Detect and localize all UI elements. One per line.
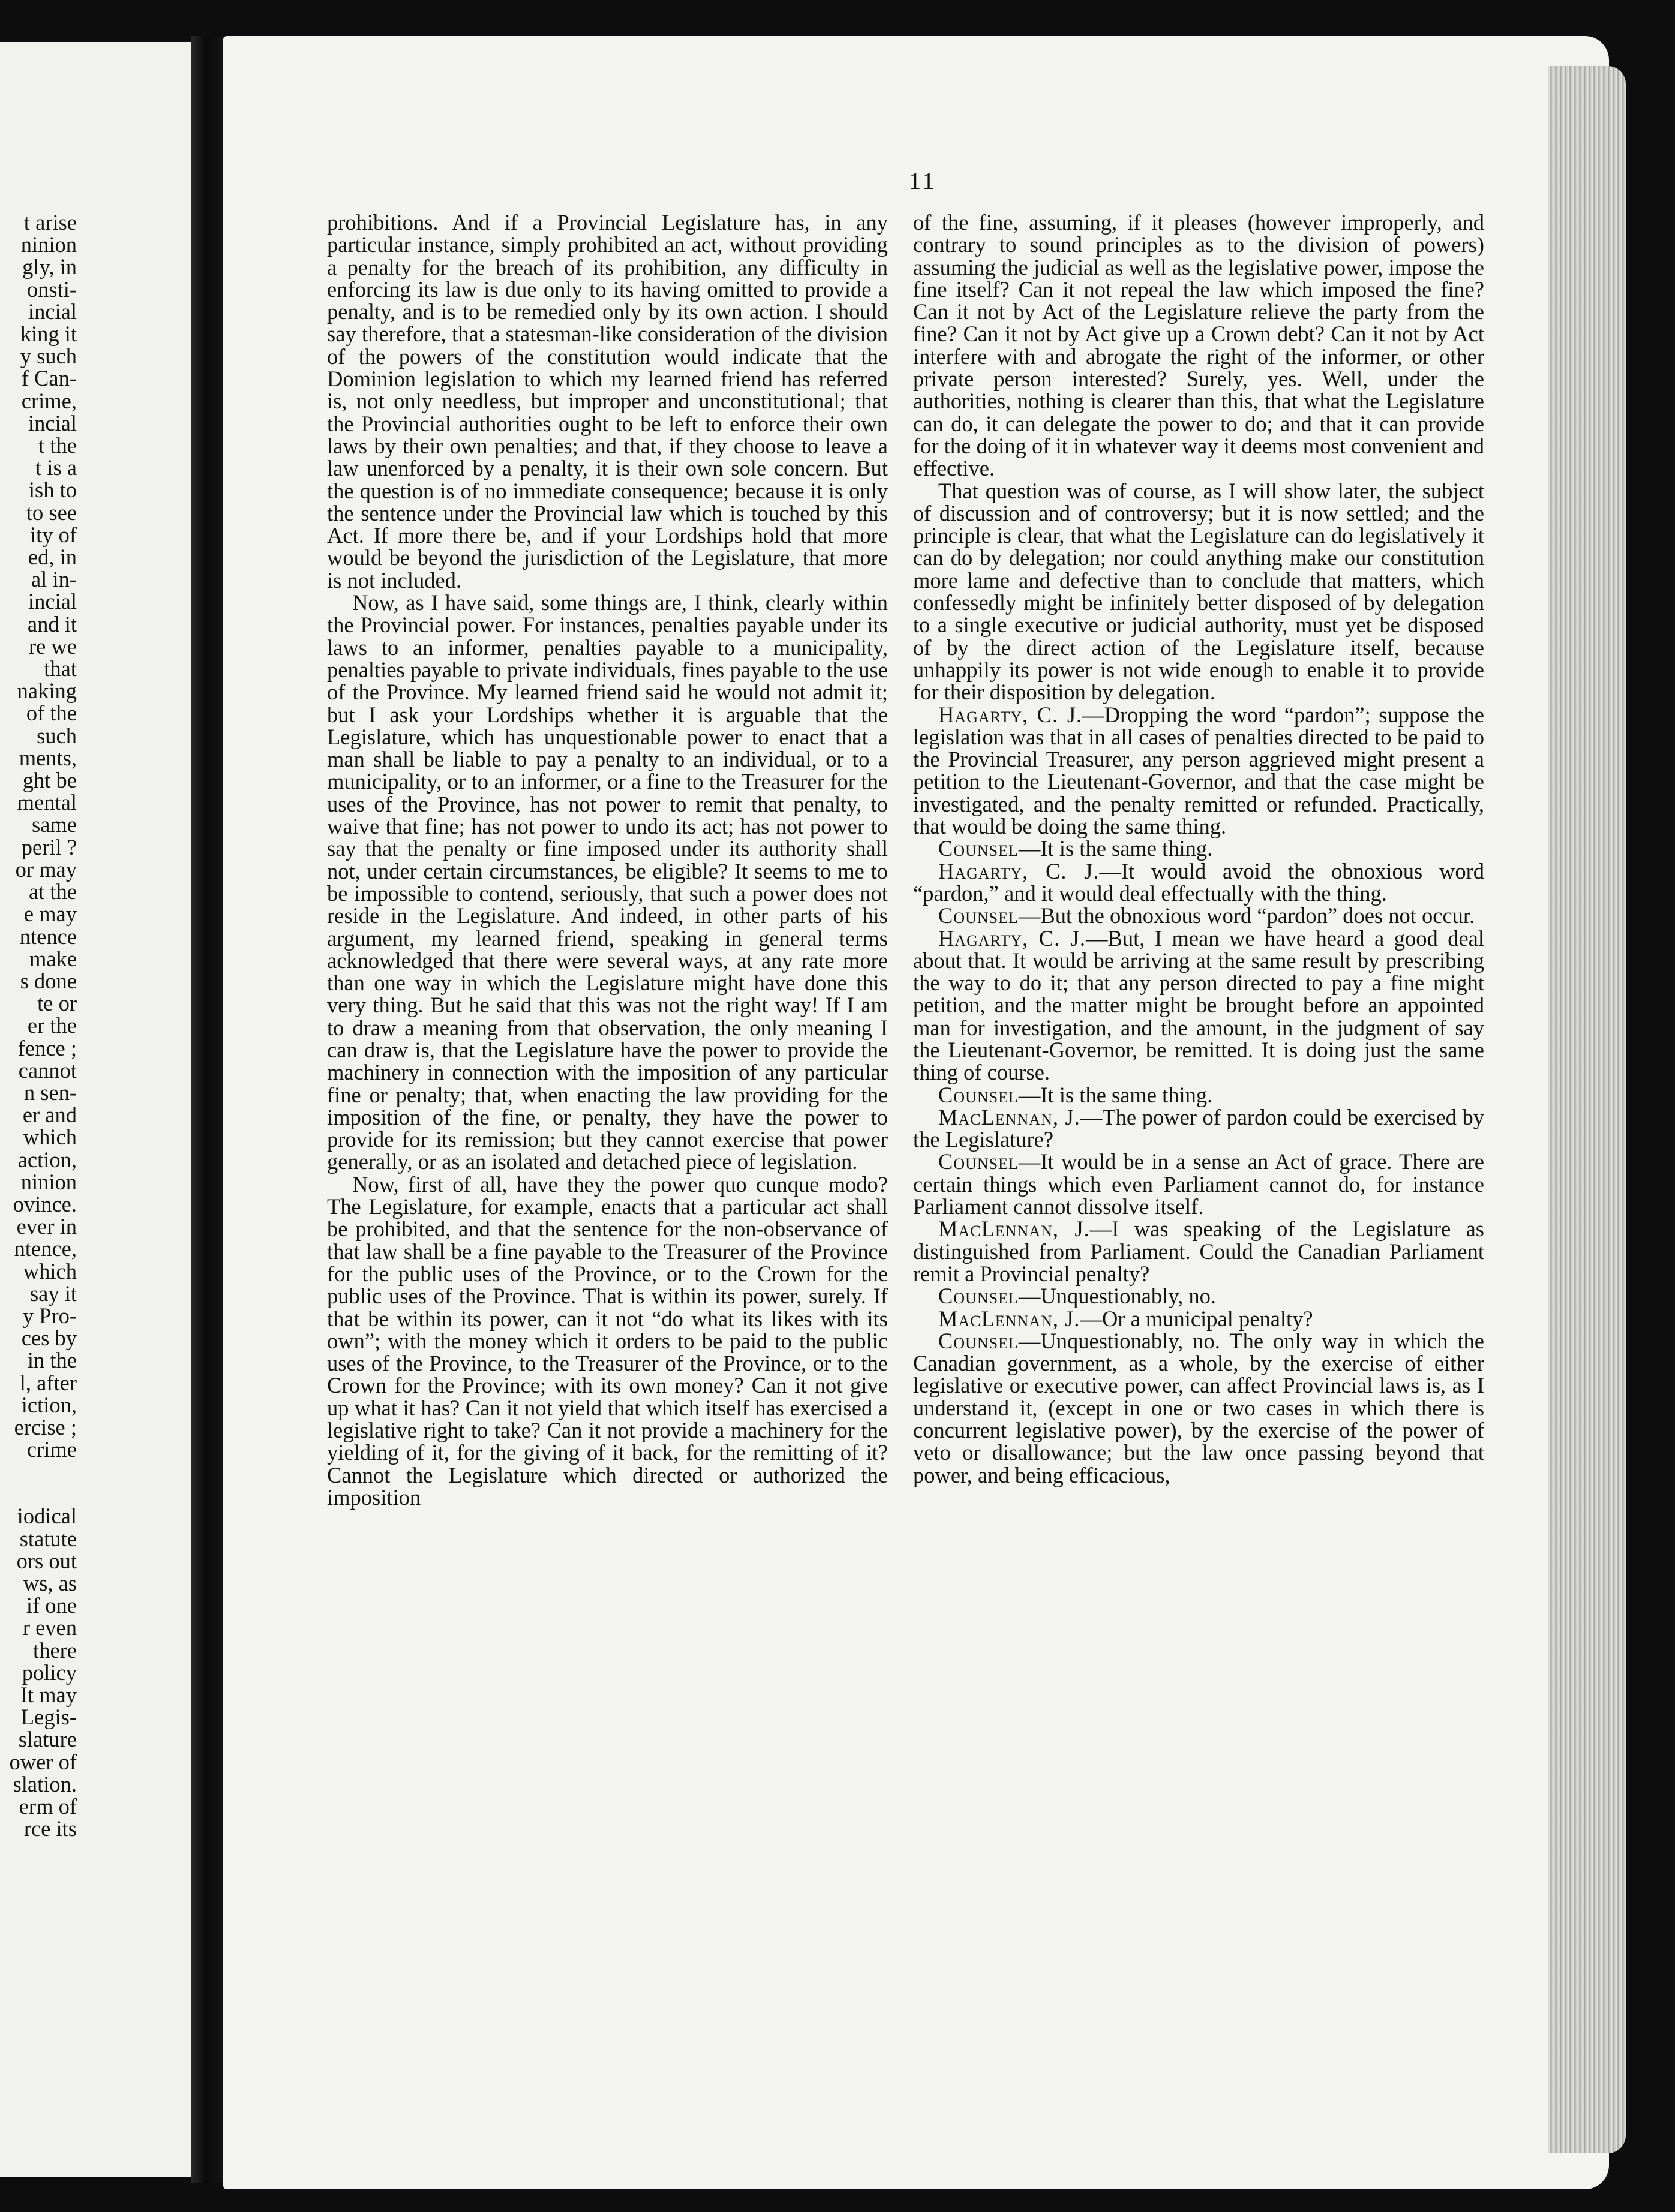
facing-line: ity of [29,522,77,547]
facing-line: ercise ; [14,1414,77,1439]
facing-line: iction, [21,1392,77,1417]
facing-line: at the [28,879,77,904]
facing-line: to see [26,500,77,525]
speaker-name: Hagarty, C. J. [938,858,1100,883]
facing-line: king it [20,321,77,347]
facing-line: crime [26,1437,77,1462]
paragraph [913,211,1484,480]
facing-line: of the [26,701,77,726]
facing-line: It may [20,1682,77,1707]
paragraph-text: —But, I mean we have heard a good deal about that. It would be arriving at the same result by prescribing the way to do it; that any person directed to pay a fine might petition, and the matter might be brought before an appointed man for investigation, and the amount, in the judgment of say the Lieutenant-Governor, be remitted. It is doing just the same thing of course. [913,925,1484,1085]
speaker-name: Hagarty, C. J. [938,702,1083,727]
paragraph [913,1150,1484,1218]
facing-line: action, [17,1147,77,1172]
facing-line: f Can- [21,366,77,391]
facing-line: onsti- [26,276,77,302]
speaker-name: Counsel [938,1284,1019,1309]
facing-line: n sen- [23,1080,77,1105]
paragraph [913,1330,1484,1486]
page-number: 11 [909,167,937,194]
facing-line: te or [37,991,77,1016]
facing-line: ntence [19,924,77,949]
facing-line: ws, as [23,1570,77,1595]
facing-line: statute [19,1526,77,1551]
page-edges [1548,66,1626,2153]
book-gutter [191,36,227,2183]
facing-line: make [29,946,77,971]
facing-line: slature [18,1727,77,1752]
facing-line: naking [17,678,77,704]
facing-line: erm of [19,1794,77,1819]
facing-line: ninion [20,1169,77,1194]
facing-line: ever in [16,1214,77,1239]
paragraph-text: of the fine, assuming, if it pleases (however improperly, and contrary to sound principles as to the division of powers) assuming the judicial as well as the legislative power, impose the fine itself? Can it not repeal the law which imposed the fine? Can it not by Act of the Legislature relieve the party from the fine? Can it not by Act give up a Crown debt? Can it not by Act interfere with and abrogate the right of the informer, or other private person interested? Surely, yes. Well, under the authorities, nothing is clearer than this, that what the Legislature can do, it can delegate the power to do; and that it can provide for the doing of it in whatever way it deems most convenient and effective. [913,210,1484,481]
paragraph-text: Now, first of all, have they the power quo cunque modo? The Legislature, for example, enacts that a particular act shall be prohibited, and that the sentence for the non-observance of that law shall be a fine payable to the Treasurer of the Province for the public uses of the Province, or to the Crown for the public uses of the Province. That is within its power, surely. If that be within its power, can it not “do what its likes with its own”; with the money which it orders to be paid to the public uses of the Province, to the Treasurer of the Province, or to the Crown for the Province; with its own money? Can it not give up what it has? Can it not yield that which itself has exercised a legislative right to take? Can it not provide a machinery for the yielding of it, for the giving of it back, for the remitting of it? Cannot the Legislature which directed or authorized the imposition [327,1171,888,1510]
facing-line: ces by [21,1326,77,1351]
facing-line: Legis- [20,1705,77,1730]
facing-line: ish to [28,477,77,503]
paragraph [913,860,1484,905]
facing-line: y such [20,344,77,369]
paragraph-text: —Unquestionably, no. The only way in which the Canadian government, as a whole, by the exercise of either legislative or executive power, can affect Provincial laws is, as I understand it, (except in one or two cases in which there is concurrent legislative power), by the exercise of the power of veto or disallowance; but the law once passing beyond that power, and being efficacious, [913,1328,1484,1487]
facing-line: ments, [19,745,77,770]
paragraph-text: —It is the same thing. [1018,836,1213,861]
paragraph [913,904,1484,927]
paragraph-text: —Or a municipal penalty? [1080,1306,1313,1331]
facing-line: slation. [13,1771,77,1796]
facing-line: ninion [20,232,77,257]
paragraph-text: That question was of course, as I will show later, the subject of discussion and of controversy; but it is now settled; and the principle is clear, that what the Legislature can do legislatively it can do by delegation; nor could anything make our constitution more lame and defective than to conclude that matters, which confessedly might be infinitely better disposed of by delegation to a single executive or judicial authority, must yet be disposed of by the direct action of the Legislature itself, because unhappily its power is not wide enough to enable it to provide for their disposition by delegation. [913,478,1484,705]
speaker-name: Counsel [938,1149,1019,1174]
facing-line: if one [26,1593,77,1618]
facing-line: in the [27,1348,77,1373]
facing-line: say it [29,1281,77,1306]
paragraph-text: prohibitions. And if a Provincial Legislature has, in any particular instance, simply prohibited an act, without providing a penalty for the breach of its prohibition, any difficulty in enforcing its law is due only to its having omitted to provide a penalty, and is to be remedied only by its own action. I should say therefore, that a statesman-like consideration of the division of the powers of the constitution would indicate that the Dominion legislation to which my learned friend has referred is, not only needless, but improper and unconstitutional; that the Provincial authorities ought to be left to enforce their own laws by their own penalties; and that, if they choose to leave a law unenforced by a penalty, it is their own sole concern. But the question is of no immediate consequence; because it is only the sentence under the Provincial law which is touched by this Act. If more there be, and if your Lordships hold that more would be beyond the jurisdiction of the Legislature, that more is not included. [327,210,888,593]
facing-line: ght be [22,768,77,793]
facing-line: ntence, [14,1236,77,1261]
paragraph [913,1218,1484,1285]
paragraph-text: Now, as I have said, some things are, I think, clearly within the Provincial power. For instances, penalties payable under its laws to an informer, penalties payable to a municipality, penalties payable to private individuals, fines payable to the use of the Province. My learned friend said he would not admit it; but I ask your Lordships whether it is arguable that the Legislature, which has unquestionable power to enact that a man shall be liable to pay a penalty to an individual, or to a municipality, or to an informer, or a fine to the Treasurer for the uses of the Province, has not power to remit that penalty, to waive that fine; has not power to undo its act; has not power to say that the penalty or fine imposed under its authority shall not, under certain circumstances, be eligible? It seems to me to be impossible to contend, seriously, that such a power does not reside in the Legislature. And indeed, in other parts of his argument, my learned friend, speaking in general terms acknowledged that there were several ways, at any rate more than one way in which the Legislature might have done this very thing. But he said that this was not the right way! If I am to draw a meaning from that observation, the only meaning I can draw is, that the Legislature have the power to provide the machinery in connection with the imposition of any particular fine or penalty; that, when enacting the law providing for the imposition of the fine, or penalty, they have the power to provide for its remission; but they cannot exercise that power generally, or as an isolated and detached piece of legislation. [327,590,888,1174]
paragraph [913,1285,1484,1307]
facing-line: mental [17,790,77,815]
facing-line: ors out [16,1548,77,1573]
facing-line: crime, [21,388,77,413]
speaker-name: MacLennan, J. [938,1306,1080,1331]
facing-page [0,42,191,2177]
facing-line: l, after [19,1370,77,1395]
speaker-name: Counsel [938,903,1019,928]
facing-line: and it [27,611,77,636]
paragraph [913,1084,1484,1106]
paragraph [327,1173,888,1508]
facing-line: rce its [23,1816,77,1841]
facing-line: t arise [23,210,77,235]
facing-line: y Pro- [22,1303,77,1328]
paragraph [913,480,1484,704]
facing-line: incial [28,299,77,324]
facing-line: peril ? [21,834,77,859]
facing-line: re we [28,633,77,659]
facing-line: such [37,723,77,748]
facing-line: or may [15,856,77,882]
speaker-name: Counsel [938,836,1019,861]
facing-line: al in- [31,567,77,592]
facing-line: ovince. [13,1191,77,1216]
speaker-name: Counsel [938,1082,1019,1107]
facing-line: same [32,812,77,837]
facing-line: e may [23,901,77,927]
facing-line: ed, in [28,545,77,570]
paragraph-text: —Dropping the word “pardon”; suppose the legislation was that in all cases of penalties directed to be paid to the Provincial Treasurer, any person aggrieved might present a petition to the Lieutenant-Governor, and that the case might be investigated, and the penalty remitted or refunded. Practically, that would be doing the same thing. [913,702,1484,839]
facing-line: incial [28,589,77,614]
facing-page-text [0,211,77,1840]
facing-line: policy [22,1660,77,1685]
paragraph [913,837,1484,859]
paragraph [913,1106,1484,1151]
paragraph-text: —It would be in a sense an Act of grace. There are certain things which even Parliament cannot do, for instance Parliament cannot dissolve itself. [913,1149,1484,1219]
paragraph [327,211,888,591]
speaker-name: MacLennan, J. [938,1216,1090,1242]
speaker-name: Hagarty, C. J. [938,925,1086,951]
speaker-name: Counsel [938,1328,1019,1353]
facing-line: fence ; [17,1035,77,1060]
paragraph [913,704,1484,838]
facing-line: cannot [18,1057,77,1083]
paragraph-text: —I was speaking of the Legislature as distinguished from Parliament. Could the Canadian Parliament remit a Provincial penalty? [913,1216,1484,1286]
facing-line: er and [22,1102,77,1128]
facing-line: s done [20,968,77,993]
facing-gap [0,1460,77,1505]
facing-line: gly, in [22,254,77,279]
facing-line: which [23,1125,77,1150]
paragraph [327,591,888,1173]
facing-line: er the [27,1013,77,1038]
paragraph-text: —It would avoid the obnoxious word “pardon,” and it would deal effectually with the thing. [913,858,1484,906]
facing-line: t the [38,433,77,458]
speaker-name: MacLennan, J. [938,1104,1080,1129]
facing-line: incial [28,410,77,435]
paragraph-text: —Unquestionably, no. [1018,1284,1217,1309]
paragraph [913,1308,1484,1330]
paragraph [913,927,1484,1084]
paragraph-text: —The power of pardon could be exercised by the Legislature? [913,1104,1484,1152]
paragraph-text: —But the obnoxious word “pardon” does not occur. [1018,903,1475,928]
paragraph-text: —It is the same thing. [1018,1082,1213,1107]
facing-line: ower of [9,1749,77,1774]
facing-line: there [33,1637,77,1663]
left-text-column [327,211,888,1508]
facing-line: r even [22,1615,77,1640]
facing-line: t is a [35,455,77,480]
facing-line: that [44,656,77,681]
facing-line: iodical [17,1504,77,1529]
facing-line: which [23,1258,77,1284]
right-text-column [913,211,1484,1486]
